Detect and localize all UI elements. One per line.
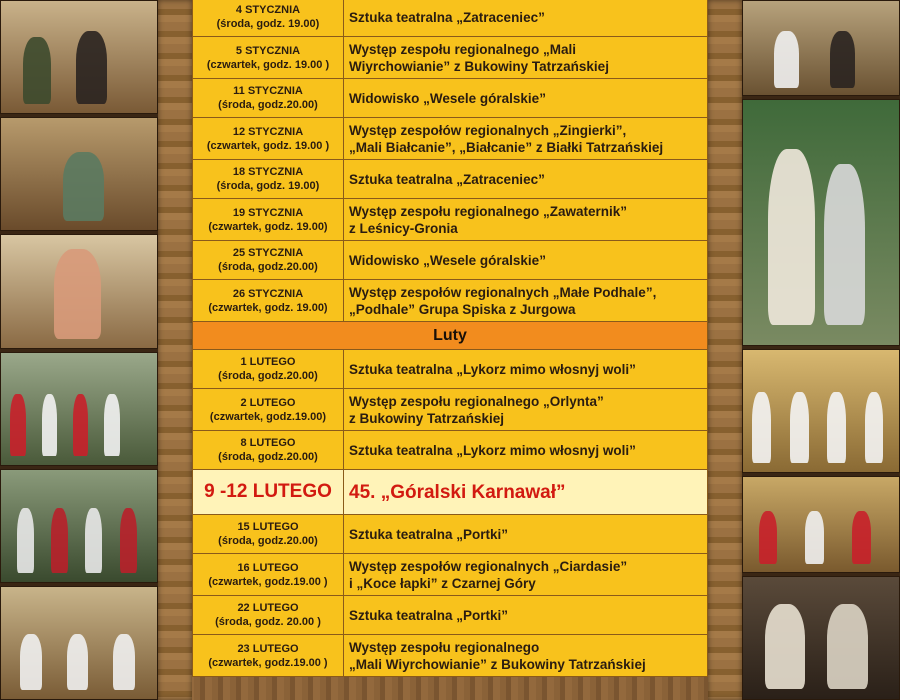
event-date-cell xyxy=(193,118,344,160)
event-description-line: Występ zespołów regionalnych „Zingierki”, xyxy=(349,122,627,138)
event-date: 8 LUTEGO xyxy=(240,437,296,449)
event-description-line: „Mali Wiyrchowianie” z Bukowiny Tatrzańskiej xyxy=(349,656,646,672)
event-description-line: z Bukowiny Tatrzańskiej xyxy=(349,410,505,426)
event-row xyxy=(193,241,708,280)
month-label: Luty xyxy=(193,322,708,350)
event-description-cell xyxy=(344,160,708,199)
event-description-cell xyxy=(344,241,708,280)
event-date-cell xyxy=(193,241,344,280)
event-description-line: z Leśnicy-Gronia xyxy=(349,220,458,236)
january-events xyxy=(193,0,708,322)
event-date-cell xyxy=(193,0,344,37)
photo-folk-dancers xyxy=(0,352,158,466)
event-description-line: Widowisko „Wesele góralskie” xyxy=(349,252,546,268)
photo-musicians xyxy=(742,576,900,700)
event-description-line: Sztuka teatralna „Lykorz mimo włosnyj woli” xyxy=(349,361,636,377)
event-row xyxy=(193,635,708,677)
event-date: 4 STYCZNIA xyxy=(235,4,301,16)
february-events-early xyxy=(193,350,708,470)
photo-couple-scene xyxy=(742,99,900,346)
carnival-highlight xyxy=(193,470,708,515)
event-description-line: Sztuka teatralna „Zatraceniec” xyxy=(349,171,545,187)
event-date-cell xyxy=(193,431,344,470)
event-time: (czwartek, godz. 19.00 ) xyxy=(206,139,330,152)
event-date: 2 LUTEGO xyxy=(240,396,296,409)
event-description-cell xyxy=(344,199,708,241)
event-date-cell xyxy=(193,79,344,118)
event-description-cell xyxy=(344,431,708,470)
event-description-cell xyxy=(344,0,708,37)
event-date: 26 STYCZNIA xyxy=(232,287,304,300)
event-time: (czwartek, godz.19.00 ) xyxy=(208,575,328,588)
event-description-line: „Mali Białcanie”, „Białcanie” z Białki Tatrzańskiej xyxy=(349,139,664,155)
event-date: 15 LUTEGO xyxy=(237,521,299,533)
event-date-cell xyxy=(193,635,344,677)
event-description-cell xyxy=(344,515,708,554)
event-time: (czwartek, godz.19.00 ) xyxy=(208,656,328,669)
photo-folk-dancers xyxy=(0,469,158,583)
event-time: (środa, godz. 19.00) xyxy=(216,18,320,30)
photo-stage-scene xyxy=(742,0,900,96)
event-description-cell xyxy=(344,79,708,118)
event-date: 18 STYCZNIA xyxy=(232,166,304,178)
event-date-cell xyxy=(193,280,344,322)
month-header-row xyxy=(193,322,708,350)
event-row xyxy=(193,596,708,635)
event-time: (czwartek, godz.19.00) xyxy=(209,410,327,423)
event-description-cell xyxy=(344,37,708,79)
event-time: (środa, godz. 20.00 ) xyxy=(215,616,321,628)
event-time: (środa, godz.20.00) xyxy=(218,451,318,463)
photo-folk-singers xyxy=(742,349,900,473)
event-description-line: Występ zespołu regionalnego „Mali xyxy=(349,41,577,57)
event-date: 22 LUTEGO xyxy=(237,602,299,614)
event-description-line: Występ zespołu regionalnego „Orlynta” xyxy=(349,393,604,409)
event-row xyxy=(193,79,708,118)
event-description-line: Widowisko „Wesele góralskie” xyxy=(349,90,546,106)
event-time: (środa, godz.20.00) xyxy=(218,99,318,111)
highlight-event: 45. „Góralski Karnawał” xyxy=(344,470,708,515)
event-date-cell xyxy=(193,596,344,635)
event-time: (czwartek, godz. 19.00) xyxy=(208,220,328,233)
event-schedule-table xyxy=(192,0,708,677)
event-time: (czwartek, godz. 19.00) xyxy=(208,301,328,314)
event-description-line: Występ zespołu regionalnego „Zawaternik” xyxy=(349,203,628,219)
event-description-line: Sztuka teatralna „Portki” xyxy=(349,607,509,623)
event-date-cell xyxy=(193,389,344,431)
event-date: 25 STYCZNIA xyxy=(232,247,304,259)
event-row xyxy=(193,389,708,431)
event-description-line: „Podhale” Grupa Spiska z Jurgowa xyxy=(349,301,576,317)
left-photo-strip xyxy=(0,0,158,700)
event-description-cell xyxy=(344,389,708,431)
event-description-line: i „Koce łapki” z Czarnej Góry xyxy=(349,575,536,591)
event-description-cell xyxy=(344,118,708,160)
event-date: 1 LUTEGO xyxy=(240,356,296,368)
event-time: (środa, godz.20.00) xyxy=(218,370,318,382)
event-description-cell xyxy=(344,554,708,596)
event-date: 23 LUTEGO xyxy=(237,642,299,655)
event-description-line: Sztuka teatralna „Zatraceniec” xyxy=(349,9,545,25)
event-description-cell xyxy=(344,635,708,677)
event-time: (środa, godz. 19.00) xyxy=(216,180,320,192)
event-time: (czwartek, godz. 19.00 ) xyxy=(206,58,330,71)
wooden-board xyxy=(158,0,742,700)
event-row xyxy=(193,431,708,470)
event-row xyxy=(193,554,708,596)
event-row xyxy=(193,350,708,389)
event-description-cell xyxy=(344,596,708,635)
event-description-line: Sztuka teatralna „Lykorz mimo włosnyj woli” xyxy=(349,442,636,458)
february-header xyxy=(193,322,708,350)
event-date-cell xyxy=(193,554,344,596)
event-row xyxy=(193,280,708,322)
event-date: 16 LUTEGO xyxy=(237,561,299,574)
event-description-line: Sztuka teatralna „Portki” xyxy=(349,526,509,542)
photo-folk-singers xyxy=(0,586,158,700)
photo-stage-scene xyxy=(0,0,158,114)
event-date-cell xyxy=(193,515,344,554)
event-description-cell xyxy=(344,280,708,322)
highlight-row xyxy=(193,470,708,515)
event-description-line: Występ zespołów regionalnych „Małe Podhale”, xyxy=(349,284,657,300)
event-row xyxy=(193,199,708,241)
event-date: 5 STYCZNIA xyxy=(235,44,301,57)
right-photo-strip xyxy=(742,0,900,700)
event-date-cell xyxy=(193,37,344,79)
event-description-line: Wiyrchowianie” z Bukowiny Tatrzańskiej xyxy=(349,58,609,74)
event-description-cell xyxy=(344,350,708,389)
highlight-date: 9 -12 LUTEGO xyxy=(193,470,344,515)
event-row xyxy=(193,37,708,79)
event-date: 19 STYCZNIA xyxy=(232,206,304,219)
event-description-line: Występ zespołu regionalnego xyxy=(349,639,540,655)
event-date-cell xyxy=(193,160,344,199)
event-time: (środa, godz.20.00) xyxy=(218,261,318,273)
event-description-line: Występ zespołów regionalnych „Ciardasie” xyxy=(349,558,628,574)
event-time: (środa, godz.20.00) xyxy=(218,535,318,547)
event-row xyxy=(193,515,708,554)
event-row xyxy=(193,118,708,160)
february-events-late xyxy=(193,515,708,677)
event-date: 12 STYCZNIA xyxy=(232,125,304,138)
photo-stage-scene xyxy=(0,234,158,348)
event-date: 11 STYCZNIA xyxy=(233,85,303,97)
event-row xyxy=(193,160,708,199)
photo-stage-scene xyxy=(0,117,158,231)
event-date-cell xyxy=(193,350,344,389)
photo-folk-dancers xyxy=(742,476,900,572)
event-date-cell xyxy=(193,199,344,241)
event-row xyxy=(193,0,708,37)
